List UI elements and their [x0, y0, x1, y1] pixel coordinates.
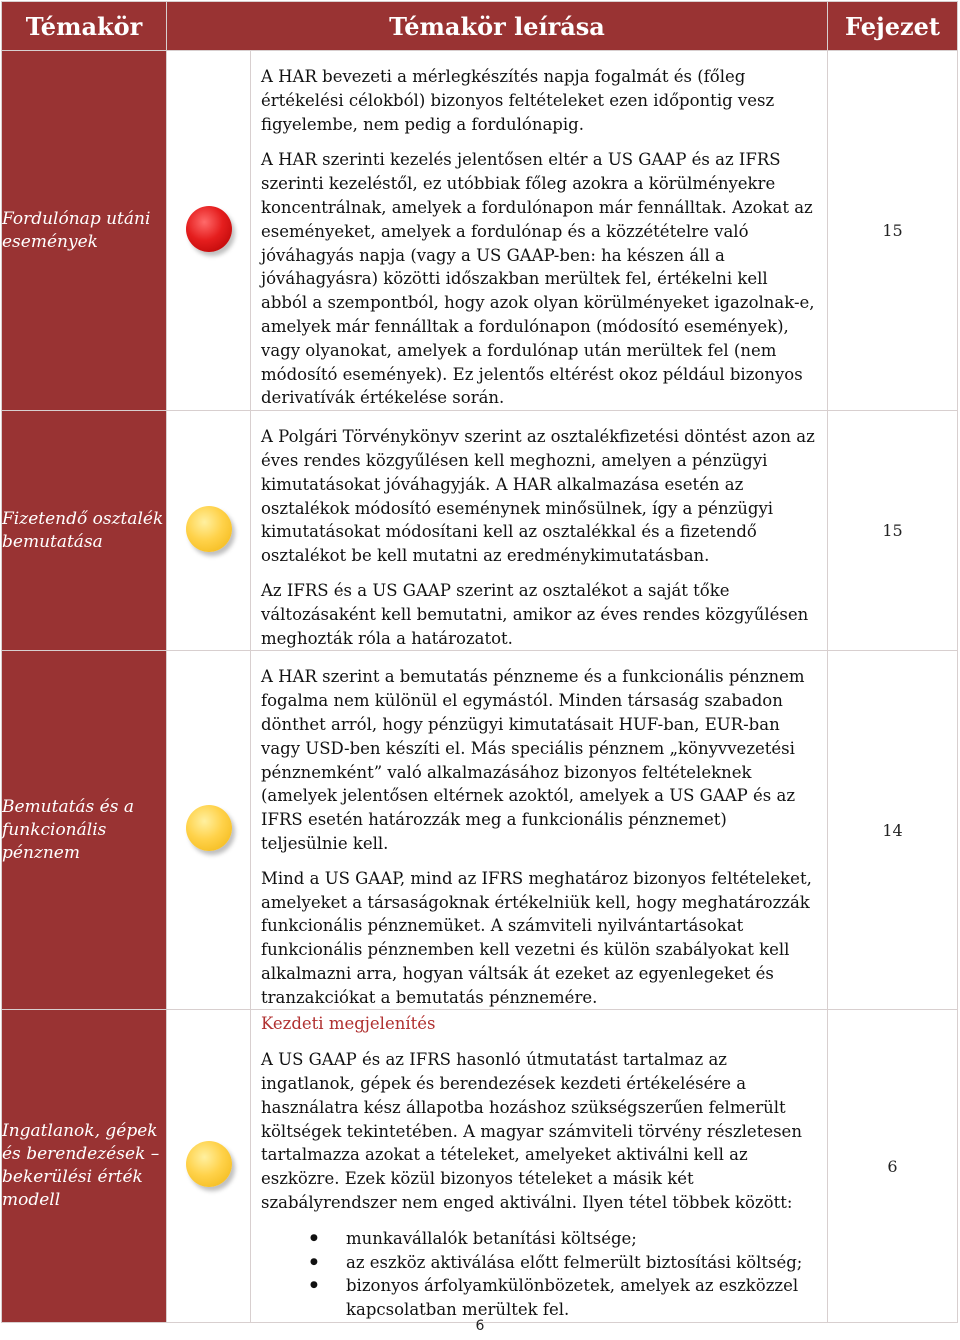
description-cell [251, 1010, 828, 1323]
indicator-cell [167, 411, 251, 651]
indicator-cell [167, 1010, 251, 1323]
description-paragraph: A HAR szerinti kezelés jelentősen eltér a US GAAP és az IFRS szerinti kezeléstől, ez utóbbiak főleg azokra a körülményekre koncentrálnak, amelyek a fordulónapon már fennálltak. Azokat az eseményeket, amelyek a fordulónap és a közzétételre való jóváhagyás napja (vagy a US GAAP-ben: ha készen áll a jóváhagyásra) közötti időszakban merültek fel, értékelni kell abból a szempontból, hogy azok olyan körülményeket igazolnak-e, amelyek már fennálltak a fordulónapon (módosító események), vagy olyanokat, amelyek a fordulónap után merültek fel (nem módosító események). Ez jelentős eltérést okoz például bizonyos derivatívák értékelése során. [261, 150, 815, 408]
header-description: Témakör leírása [167, 2, 828, 51]
topic-cell: Fizetendő osztalék bemutatása [2, 411, 167, 651]
indicator-cell [167, 51, 251, 411]
description-paragraph: A HAR szerint a bemutatás pénzneme és a funkcionális pénznem fogalma nem különül el egymástól. Minden társaság szabadon dönthet arról, hogy pénzügyi kimutatásait HUF-ban, EUR-ban vagy USD-ben készíti el. Más speciális pénznem „könyvvezetési pénznemként” való alkalmazásához bizonyos feltételeknek (amelyek jelentősen eltérnek azoktól, amelyek a US GAAP és az IFRS esetén határozzák meg a funkcionális pénznemet) teljesülnie kell. [261, 667, 805, 853]
chapter-number: 15 [828, 51, 958, 411]
header-topic: Témakör [2, 2, 167, 51]
topic-cell: Fordulónap utáni események [2, 51, 167, 411]
description-paragraph: A Polgári Törvénykönyv szerint az osztalékfizetési döntést azon az éves rendes közgyűlésen kell meghozni, amelyen a pénzügyi kimutatásokat jóváhagyják. A HAR alkalmazása esetén az osztalékok módosító eseménynek minősülnek, így a pénzügyi kimutatásokat módosítani kell az osztalékkal és a fizetendő osztalékot be kell mutatni az eredménykimutatásban. [261, 427, 815, 566]
yellow-indicator-icon [186, 1141, 232, 1187]
chapter-number: 15 [828, 411, 958, 651]
indicator-cell [167, 651, 251, 1010]
description-cell [251, 651, 828, 1010]
list-item: ● az eszköz aktiválása előtt felmerült biztosítási költség; [346, 1251, 827, 1275]
chapter-number: 14 [828, 651, 958, 1010]
section-heading: Kezdeti megjelenítés [261, 1014, 436, 1034]
topic-cell: Ingatlanok, gépek és berendezések – bekerülési érték modell [2, 1010, 167, 1323]
bullet-list [251, 1215, 827, 1322]
list-item: ● bizonyos árfolyamkülönbözetek, amelyek az eszközzel kapcsolatban merültek fel. [346, 1274, 827, 1322]
list-item: ● munkavállalók betanítási költsége; [346, 1227, 827, 1251]
topic-cell: Bemutatás és a funkcionális pénznem [2, 651, 167, 1010]
description-cell [251, 411, 828, 651]
table-row [2, 411, 958, 651]
chapter-number: 6 [828, 1010, 958, 1323]
description-paragraph: A US GAAP és az IFRS hasonló útmutatást tartalmaz az ingatlanok, gépek és berendezések kezdeti értékelésére a használatra kész állapotba hozáshoz szükségszerűen felmerült költségek tekintetében. A magyar számviteli törvény részletesen tartalmazza azokat a tételeket, amelyeket aktiválni kell az eszközre. Ezek közül bizonyos tételeket a másik két szabályrendszer nem enged aktiválni. Ilyen tétel többek között: [261, 1050, 802, 1213]
yellow-indicator-icon [186, 805, 232, 851]
table-row [2, 1010, 958, 1323]
description-paragraph: Az IFRS és a US GAAP szerint az osztalékot a saját tőke változásaként kell bemutatni, amikor az éves rendes közgyűlésen meghozták róla a határozatot. [261, 580, 809, 648]
description-paragraph: Mind a US GAAP, mind az IFRS meghatároz bizonyos feltételeket, amelyeket a társaságoknak értékelniük kell, hogy meghatározzák funkcionális pénznemüket. A számviteli nyilvántartásokat funkcionális pénznemben kell vezetni és külön szabályokat kell alkalmazni arra, hogyan váltsák át ezeket az egyenlegeket és tranzakciókat a bemutatás pénznemére. [261, 868, 812, 1007]
table-header-row [2, 2, 958, 51]
header-chapter: Fejezet [828, 2, 958, 51]
page-number: 6 [475, 1318, 485, 1334]
description-cell [251, 51, 828, 411]
yellow-indicator-icon [186, 506, 232, 552]
comparison-table [1, 1, 958, 1323]
red-indicator-icon [186, 206, 232, 252]
description-paragraph: A HAR bevezeti a mérlegkészítés napja fogalmát és (főleg értékelési célokból) bizonyos feltételeket ezen időpontig vesz figyelembe, nem pedig a fordulónapig. [261, 67, 775, 134]
table-row [2, 51, 958, 411]
table-row [2, 651, 958, 1010]
